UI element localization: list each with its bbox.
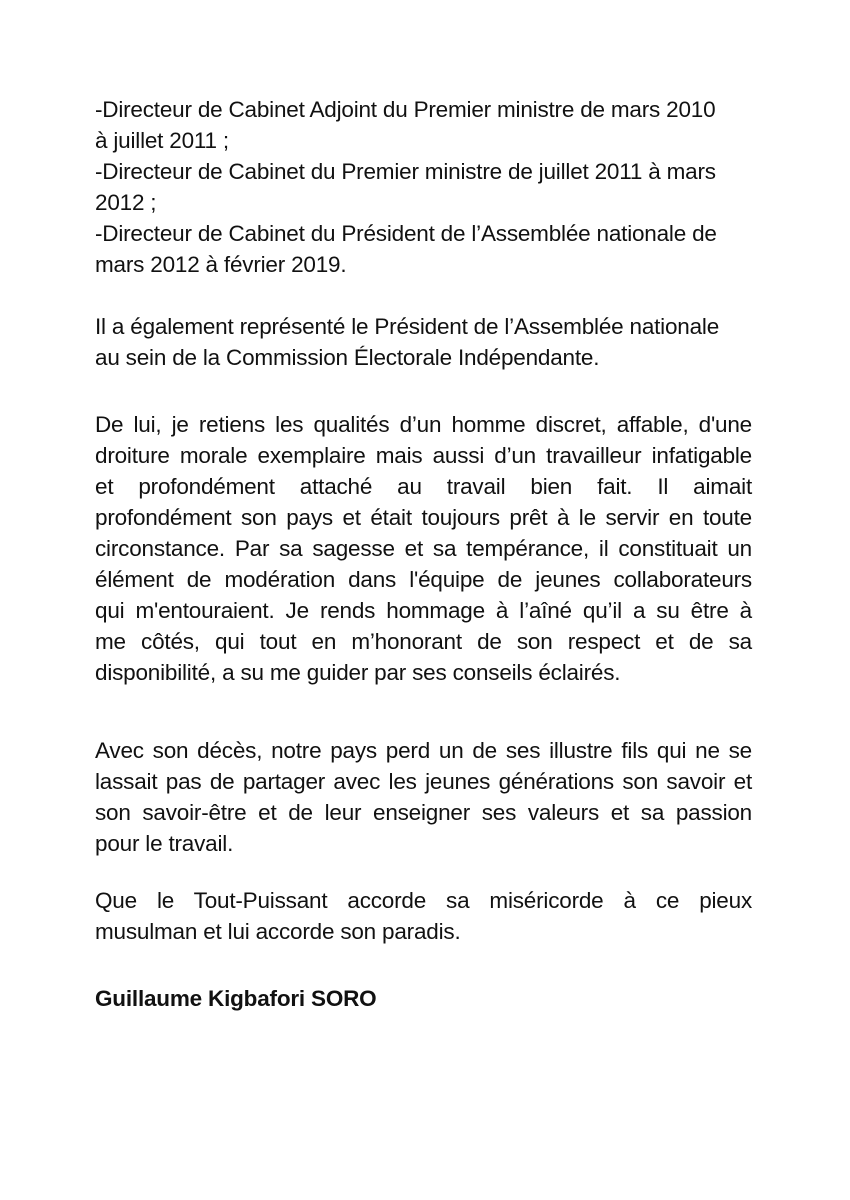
career-line: -Directeur de Cabinet du Président de l’Assemblée nationale de: [95, 221, 717, 246]
career-line: -Directeur de Cabinet Adjoint du Premier ministre de mars 2010: [95, 97, 716, 122]
tribute-line: De lui, je retiens les qualités d’un homme discret, affable, d'une: [95, 412, 752, 437]
assembly-line: Il a également représenté le Président de l’Assemblée nationale: [95, 314, 720, 339]
career-line: 2012 ;: [95, 190, 157, 215]
tribute-line: profondément son pays et était toujours prêt à le servir en toute: [95, 505, 752, 530]
career-line: mars 2012 à février 2019.: [95, 252, 347, 277]
tribute-line: circonstance. Par sa sagesse et sa tempérance, il constituait un: [95, 536, 752, 561]
death-line: son savoir-être et de leur enseigner ses valeurs et sa passion: [95, 800, 752, 825]
tribute-line: droiture morale exemplaire mais aussi d’un travailleur infatigable: [95, 443, 752, 468]
death-paragraph: [95, 735, 752, 859]
tribute-line: et profondément attaché au travail bien fait. Il aimait: [95, 474, 752, 499]
prayer-line: musulman et lui accorde son paradis.: [95, 919, 461, 944]
career-line: -Directeur de Cabinet du Premier ministre de juillet 2011 à mars: [95, 159, 716, 184]
death-line: lassait pas de partager avec les jeunes générations son savoir et: [95, 769, 752, 794]
death-line: Avec son décès, notre pays perd un de ses illustre fils qui ne se: [95, 738, 752, 763]
career-paragraph: [95, 94, 752, 280]
prayer-paragraph: [95, 885, 752, 947]
tribute-line: me côtés, qui tout en m’honorant de son respect et de sa: [95, 629, 752, 654]
tribute-line: qui m'entouraient. Je rends hommage à l’aîné qu’il a su être à: [95, 598, 752, 623]
tribute-line: disponibilité, a su me guider par ses conseils éclairés.: [95, 660, 621, 685]
prayer-line: Que le Tout-Puissant accorde sa miséricorde à ce pieux: [95, 888, 752, 913]
career-line: à juillet 2011 ;: [95, 128, 229, 153]
assembly-line: au sein de la Commission Électorale Indépendante.: [95, 345, 600, 370]
tribute-paragraph: [95, 409, 752, 688]
signature-name: Guillaume Kigbafori SORO: [95, 986, 377, 1011]
tribute-line: élément de modération dans l'équipe de jeunes collaborateurs: [95, 567, 752, 592]
death-line: pour le travail.: [95, 831, 234, 856]
assembly-paragraph: [95, 311, 752, 373]
